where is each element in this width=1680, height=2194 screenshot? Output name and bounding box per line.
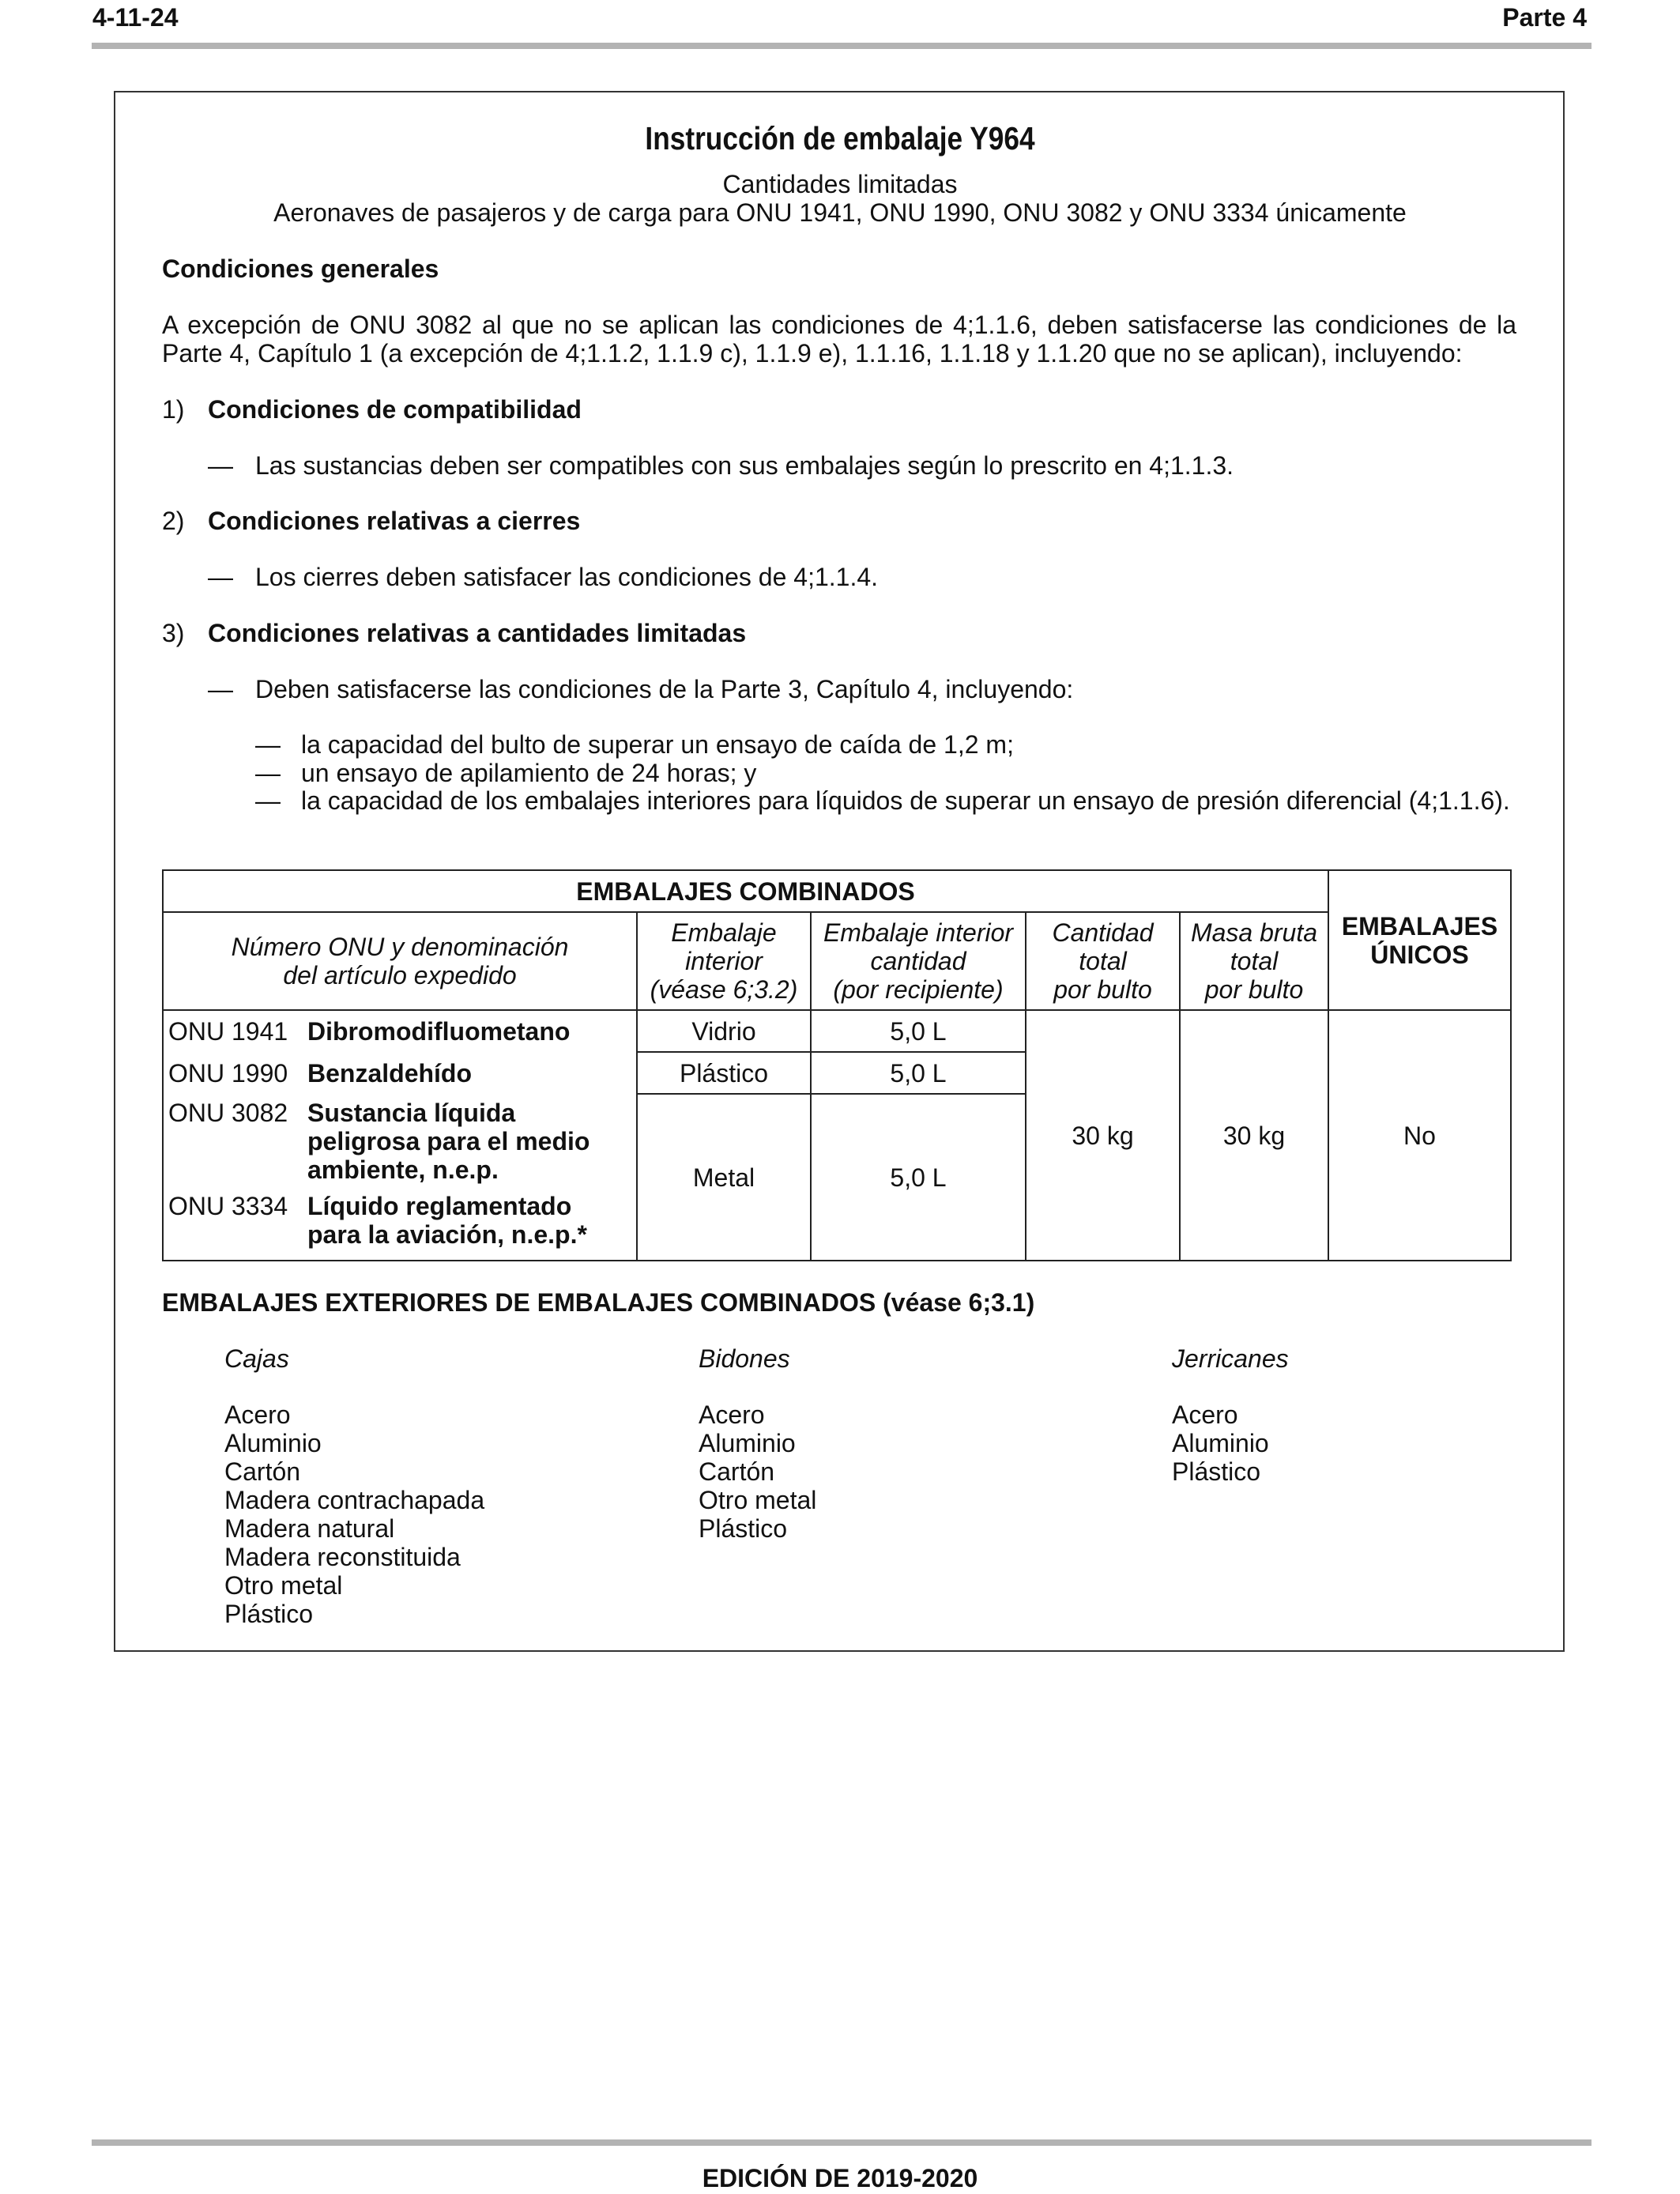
- col-header-gross-mass: Masa bruta total por bulto: [1180, 912, 1328, 1010]
- inner-material: Metal: [637, 1094, 811, 1261]
- list-item: Madera contrachapada: [224, 1486, 485, 1514]
- un-number: ONU 3082: [168, 1099, 288, 1127]
- section-heading: Condiciones relativas a cantidades limitadas: [208, 619, 747, 647]
- list-item: Otro metal: [699, 1486, 817, 1514]
- outer-column-drums: [699, 1344, 816, 1543]
- inner-qty: 5,0 L: [811, 1094, 1026, 1261]
- dash: —: [255, 786, 281, 815]
- dash: —: [208, 451, 233, 480]
- section-number: 2): [162, 507, 185, 535]
- general-heading: Condiciones generales: [162, 254, 439, 283]
- inner-qty: 5,0 L: [811, 1010, 1026, 1052]
- inner-material: Vidrio: [637, 1010, 811, 1052]
- list-item: Plástico: [699, 1514, 788, 1543]
- subtitle-limited-quantities: Cantidades limitadas: [722, 170, 958, 198]
- header-date: 4-11-24: [92, 3, 179, 32]
- section-heading: Condiciones relativas a cierres: [208, 507, 581, 535]
- list-item: Plástico: [224, 1600, 314, 1628]
- combination-packaging-table: [162, 869, 1512, 1261]
- list-item: Madera natural: [224, 1514, 395, 1543]
- sub-bullet: un ensayo de apilamiento de 24 horas; y: [301, 759, 757, 787]
- list-item: Otro metal: [224, 1571, 343, 1600]
- list-item: Aluminio: [699, 1429, 796, 1457]
- footer-edition: EDICIÓN DE 2019-2020: [702, 2164, 978, 2192]
- list-item: Cartón: [224, 1457, 301, 1486]
- dash: —: [208, 675, 233, 703]
- table-group-header: EMBALAJES COMBINADOS: [163, 870, 1328, 912]
- list-item: Aluminio: [1172, 1429, 1269, 1457]
- inner-qty: 5,0 L: [811, 1052, 1026, 1094]
- un-name: Benzaldehído: [307, 1058, 473, 1088]
- col-header-inner-qty: Embalaje interior cantidad (por recipiente): [811, 912, 1026, 1010]
- sub-bullet: la capacidad del bulto de superar un ensayo de caída de 1,2 m;: [301, 730, 1014, 759]
- section-bullet: Los cierres deben satisfacer las condiciones de 4;1.1.4.: [255, 563, 879, 591]
- general-text: A excepción de ONU 3082 al que no se aplican las condiciones de 4;1.1.6, deben satisfacerse las condiciones de la Parte 4, Capítulo 1 (a excepción de 4;1.1.2, 1.1.9 c), 1.1.9 e), 1.1.16, 1.1.18 y 1.1.20 que no se aplican), incluyendo:: [162, 311, 1516, 368]
- total-qty: 30 kg: [1026, 1010, 1180, 1261]
- col-header-inner: Embalaje interior (véase 6;3.2): [637, 912, 811, 1010]
- section-number: 3): [162, 619, 185, 647]
- outer-column-jerricans: [1172, 1344, 1289, 1486]
- header-part: Parte 4: [1502, 3, 1587, 32]
- sub-bullet: la capacidad de los embalajes interiores para líquidos de superar un ensayo de presión diferencial (4;1.1.6).: [301, 786, 1510, 815]
- gross-mass: 30 kg: [1180, 1010, 1328, 1261]
- un-name: Sustancia líquida peligrosa para el medio ambiente, n.e.p.: [307, 1099, 590, 1184]
- table-row: [163, 1010, 1511, 1052]
- list-item: Cartón: [699, 1457, 775, 1486]
- section-heading: Condiciones de compatibilidad: [208, 395, 582, 424]
- section-number: 1): [162, 395, 185, 424]
- page-title: Instrucción de embalaje Y964: [645, 120, 1035, 156]
- column-title: Cajas: [224, 1344, 289, 1373]
- inner-material: Plástico: [637, 1052, 811, 1094]
- col-header-total-qty: Cantidad total por bulto: [1026, 912, 1180, 1010]
- col-header-un-name: Número ONU y denominación del artículo expedido: [163, 912, 637, 1010]
- list-item: Acero: [1172, 1400, 1238, 1429]
- single-packagings-value: No: [1328, 1010, 1511, 1261]
- section-bullet: Deben satisfacerse las condiciones de la Parte 3, Capítulo 4, incluyendo:: [255, 675, 1074, 703]
- header-rule: [92, 43, 1591, 49]
- list-item: Aluminio: [224, 1429, 322, 1457]
- subtitle-aircraft: Aeronaves de pasajeros y de carga para ONU 1941, ONU 1990, ONU 3082 y ONU 3334 únicamente: [273, 198, 1407, 227]
- footer-rule: [92, 2139, 1591, 2146]
- list-item: Acero: [699, 1400, 765, 1429]
- column-title: Bidones: [699, 1344, 790, 1373]
- dash: —: [255, 759, 281, 787]
- outer-packagings-heading: EMBALAJES EXTERIORES DE EMBALAJES COMBINADOS (véase 6;3.1): [162, 1288, 1035, 1317]
- un-name: Líquido reglamentado para la aviación, n.e.p.*: [307, 1192, 587, 1249]
- list-item: Madera reconstituida: [224, 1543, 461, 1571]
- un-number: ONU 1941: [168, 1017, 288, 1046]
- list-item: Acero: [224, 1400, 291, 1429]
- list-item: Plástico: [1172, 1457, 1261, 1486]
- dash: —: [255, 730, 281, 759]
- dash: —: [208, 563, 233, 591]
- section-bullet: Las sustancias deben ser compatibles con sus embalajes según lo prescrito en 4;1.1.3.: [255, 451, 1234, 480]
- outer-column-boxes: [224, 1344, 484, 1628]
- un-number: ONU 1990: [168, 1058, 288, 1088]
- un-name: Dibromodifluometano: [307, 1017, 571, 1046]
- column-title: Jerricanes: [1172, 1344, 1289, 1373]
- un-number: ONU 3334: [168, 1192, 288, 1220]
- single-packagings-header: EMBALAJES ÚNICOS: [1328, 870, 1511, 1010]
